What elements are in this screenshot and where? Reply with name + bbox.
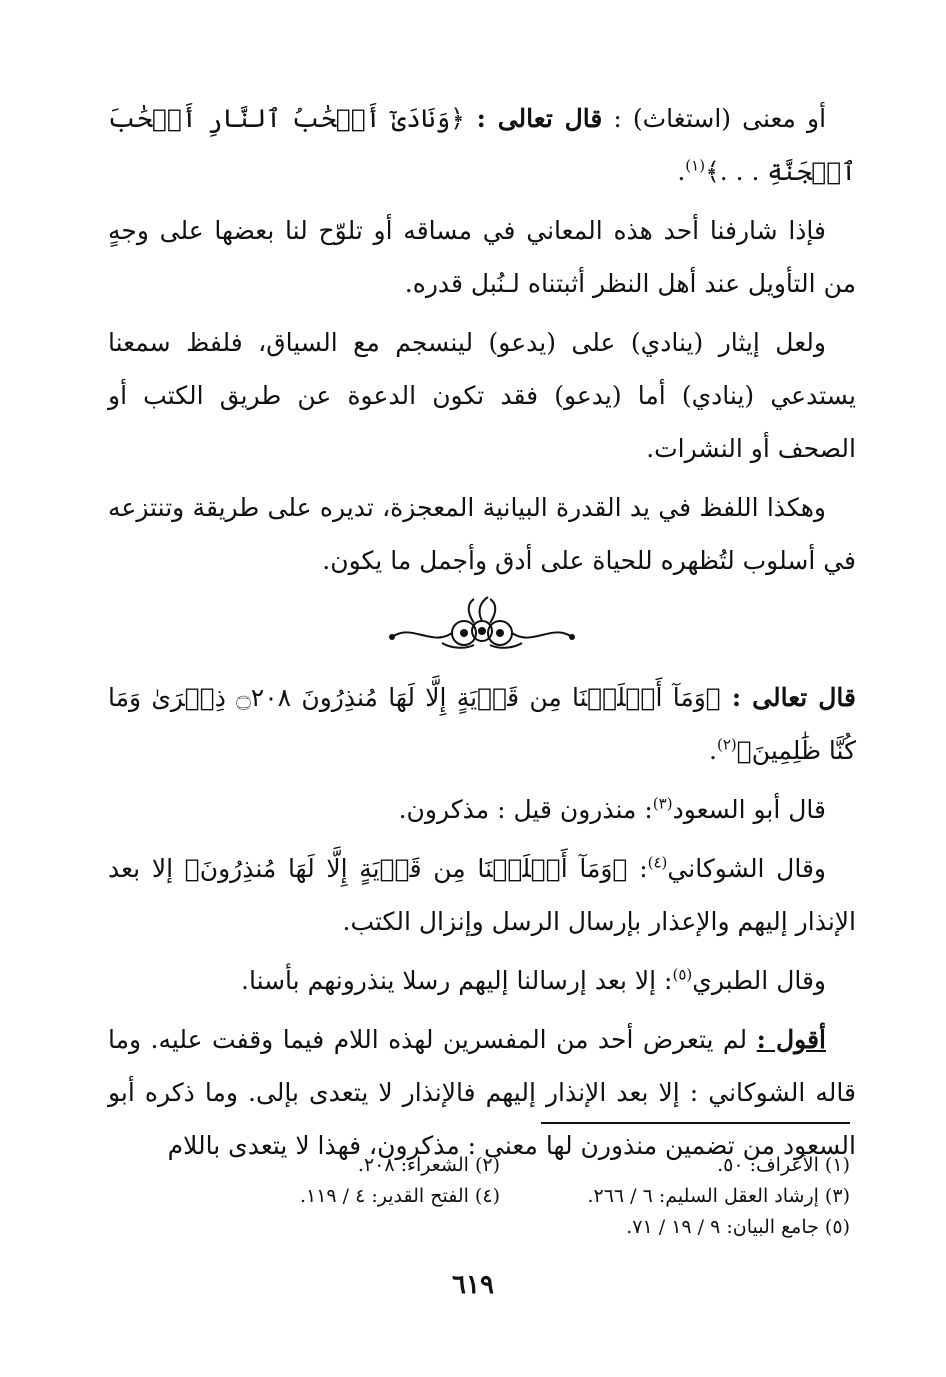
paragraph-9 — [108, 1013, 856, 1172]
p9-text: لم يتعرض أحد من المفسرين لهذه اللام فيما وقفت عليه. وما قاله الشوكاني : إلا بعد الإنذار إليهم فالإنذار لا يتعدى بإلى. وما ذكره أبو السعود من تضمين منذورن لها معنى : مذكرون، فهذا لا يتعدى باللام — [108, 1025, 856, 1160]
footnote-row — [150, 1181, 850, 1212]
paragraph-2: فإذا شارفنا أحد هذه المعاني في مساقه أو تلوّح لنا بعضها على وجهٍ من التأويل عند أهل النظر أثبتناه لـنُبل قدره. — [108, 216, 856, 298]
paragraph-5 — [108, 671, 856, 777]
footnote-row — [150, 1212, 850, 1243]
p7-footnote-ref[interactable]: (٤) — [647, 853, 668, 872]
p7-text-c: إلا بعد الإنذار إليهم والإعذار بإرسال الرسل وإنزال الكتب. — [108, 854, 856, 936]
footnote-3: (٣) إرشاد العقل السليم: ٦ / ٢٦٦. — [587, 1185, 850, 1207]
footnote-2: (٢) الشعراء: ٢٠٨. — [357, 1154, 500, 1176]
p8-text-a: وقال الطبري — [692, 966, 826, 995]
paragraph-4: وهكذا اللفظ في يد القدرة البيانية المعجزة، تديره على طريقة وتنتزعه في أسلوب لتُظهره للحياة على أدق وأجمل ما يكون. — [108, 493, 856, 575]
p5-footnote-ref[interactable]: (٢) — [717, 735, 737, 754]
p7-text-a: وقال الشوكاني — [667, 854, 826, 883]
footnote-row — [150, 1150, 850, 1181]
p8-footnote-ref[interactable]: (٥) — [672, 965, 693, 984]
footnote-separator — [541, 1122, 850, 1124]
p5-verse: ﴿وَمَآ أَهۡلَكۡنَا مِن قَرۡيَةٍ إِلَّا لَهَا مُنذِرُونَ ۝٢٠٨ ذِكۡرَىٰ وَمَا كُنَّا ظَٰلِمِينَ﴾ — [108, 683, 856, 765]
paragraph-7 — [108, 842, 856, 948]
p6-footnote-ref[interactable]: (٣) — [652, 794, 673, 813]
p5-label: قال تعالى : — [720, 683, 856, 712]
p1-end: . — [677, 157, 686, 186]
floral-ornament-icon — [382, 593, 582, 657]
main-text — [108, 92, 856, 1178]
p1-verse: ﴿وَنَادَىٰٓ أَصۡحَٰبُ ٱلنَّارِ أَصۡحَٰبَ ٱلۡجَنَّةِ . . .﴾ — [108, 104, 856, 186]
footnotes — [150, 1150, 850, 1243]
footnote-4: (٤) الفتح القدير: ٤ / ١١٩. — [299, 1185, 500, 1207]
p1-footnote-ref[interactable]: (١) — [685, 156, 706, 175]
p6-text-b: : منذرون قيل : مذكرون. — [398, 795, 653, 824]
p1-intro: أو معنى (استغاث) : — [602, 104, 827, 133]
paragraph-3: ولعل إيثار (ينادي) على (يدعو) لينسجم مع السياق، فلفظ سمعنا يستدعي (ينادي) أما (يدعو) فقد تكون الدعوة عن طريق الكتب أو الصحف أو النشرات. — [108, 328, 856, 463]
p6-text-a: قال أبو السعود — [672, 795, 826, 824]
p9-label: أقول : — [756, 1025, 826, 1054]
section-divider — [108, 593, 856, 663]
p7-text-b: : — [627, 854, 648, 883]
page-number: ٦١٩ — [452, 1270, 494, 1300]
p8-text-b: : إلا بعد إرسالنا إليهم رسلا ينذرونهم بأسنا. — [241, 966, 673, 995]
p5-end: . — [709, 736, 717, 765]
paragraph-6 — [108, 783, 856, 836]
p7-verse: ﴿وَمَآ أَهۡلَكۡنَا مِن قَرۡيَةٍ إِلَّا لَهَا مُنذِرُونَ﴾ — [184, 854, 628, 883]
footnote-5: (٥) جامع البيان: ٩ / ١٩ / ٧١. — [626, 1216, 850, 1238]
paragraph-8 — [108, 954, 856, 1007]
p1-label: قال تعالى : — [464, 104, 603, 133]
paragraph-1 — [108, 92, 856, 198]
footnote-1: (١) الأعراف: ٥٠. — [717, 1154, 850, 1176]
